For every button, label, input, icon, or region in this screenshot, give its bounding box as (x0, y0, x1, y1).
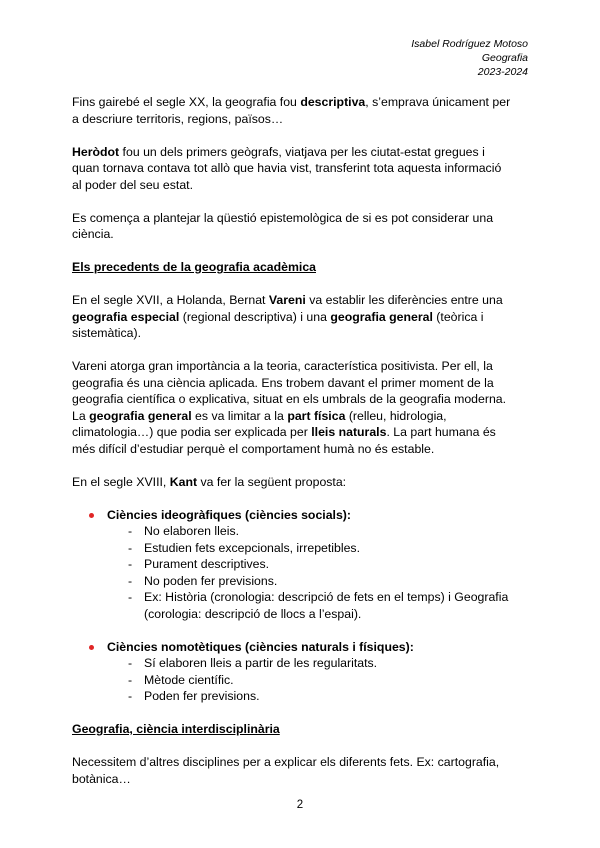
sublist-item: - Ex: Història (cronologia: descripció de fets en el temps) i Geografia (corologia: descripció de llocs a l’espai). (128, 590, 509, 621)
paragraph-kant: En el segle XVIII, Kant va fer la següent proposta: (72, 474, 347, 489)
sublist-item: - Estudien fets excepcionals, irrepetibles. (128, 540, 360, 555)
paragraph-disciplines: Necessitem d’altres disciplines per a explicar els diferents fets. Ex: cartografia, botànica… (72, 755, 500, 786)
sublist-item: - No poden fer previsions. (128, 573, 278, 588)
paragraph-vareni-theory: Vareni atorga gran importància a la teoria, característica positivista. Per ell, la geografia és una ciència aplicada. Ens trobem davant el primer moment de la geografia científica o explicativa, situat en els umbrals de la geografia moderna. La geografia general es va limitar a la part física (relleu, hidrologia, climatologia…) que podia ser explicada per lleis naturals. La part humana és més difícil d’estudiar perquè el comportament humà no és estable. (72, 359, 507, 456)
bullet-icon (89, 513, 94, 518)
dash-icon: - (128, 590, 133, 604)
list-item-ideographic (72, 507, 512, 623)
dash-icon: - (128, 672, 133, 687)
science-types-list (72, 507, 512, 705)
paragraph-vareni: En el segle XVII, a Holanda, Bernat Vareni va establir les diferències entre una geografia especial (regional descriptiva) i una geografia general (teòrica i sistemàtica). (72, 293, 503, 340)
sublist-item: - Mètode científic. (128, 672, 234, 687)
sublist (107, 655, 512, 705)
paragraph-herodot: Heròdot fou un dels primers geògrafs, viatjava per les ciutat-estat gregues i quan tornava contava tot allò que havia vist, transferint tota aquesta informació al poder del seu estat. (72, 144, 502, 192)
sublist-item: - No elaboren lleis. (128, 524, 240, 538)
dash-icon: - (128, 524, 133, 538)
header-author: Isabel Rodríguez Motoso (411, 38, 528, 50)
dash-icon: - (128, 656, 133, 670)
section-heading-precedents: Els precedents de la geografia acadèmica (72, 260, 316, 274)
page-number: 2 (296, 799, 304, 811)
dash-icon: - (128, 689, 133, 703)
sublist-item: - Sí elaboren lleis a partir de les regularitats. (128, 656, 378, 670)
document-body (72, 94, 512, 804)
sublist-item: - Poden fer previsions. (128, 689, 260, 703)
header-year: 2023-2024 (477, 66, 528, 79)
paragraph-intro: Fins gairebé el segle XX, la geografia fou descriptiva, s’emprava únicament per a descriure territoris, regions, països… (72, 95, 511, 126)
dash-icon: - (128, 573, 133, 588)
bullet-icon (89, 645, 94, 650)
dash-icon: - (128, 540, 133, 555)
list-item-nomothetic (72, 639, 512, 705)
list-item-title: Ciències ideogràfiques (ciències socials): (107, 507, 351, 522)
list-item-title: Ciències nomotètiques (ciències naturals i físiques): (107, 639, 414, 654)
sublist-item: - Purament descriptives. (128, 557, 270, 571)
section-heading-interdisciplinary: Geografia, ciència interdisciplinària (72, 722, 280, 736)
header-subject: Geografia (481, 52, 528, 65)
paragraph-epistemology: Es comença a plantejar la qüestió epistemològica de si es pot considerar una ciència. (72, 210, 494, 241)
page-header (411, 37, 528, 80)
sublist (107, 523, 512, 622)
dash-icon: - (128, 557, 133, 571)
